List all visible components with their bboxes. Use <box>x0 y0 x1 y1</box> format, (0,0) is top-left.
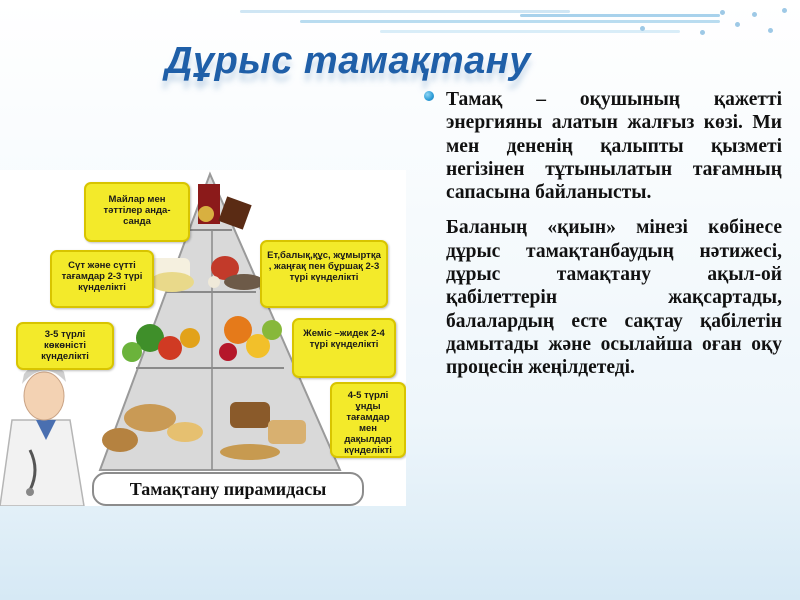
tag-fats-sweets: Майлар мен тәттілер анда-санда <box>84 182 190 242</box>
pyramid-title-label: Тамақтану пирамидасы <box>92 472 364 506</box>
paragraph-1: Тамақ – оқушының қажетті энергияны алатын жалғыз көзі. Ми мен дененің қалыпты қызметі негізінен тұтынылатын тағамның сапасына байланысты. <box>446 89 782 204</box>
paragraph-2: Баланың «қиын» мінезі көбінесе дұрыс тамақтанбаудың нәтижесі, дұрыс тамақтану ақыл-ой қабілеттерін жақсартады, балалардың есте сақтау қабілетін дамытады және осылайша оған оқу процесін жеңілдетеді. <box>446 217 782 379</box>
tag-meat-fish: Ет,балық,құс, жұмыртқа , жаңғақ пен бұршақ 2-3 түрі күнделікті <box>260 240 388 308</box>
bullet-icon <box>424 91 434 101</box>
tag-grains: 4-5 түрлі ұнды тағамдар мен дақылдар күнделікті <box>330 382 406 458</box>
tag-fruits: Жеміс –жидек 2-4 түрі күнделікті <box>292 318 396 378</box>
slide-title: Дұрыс тамақтану <box>165 40 531 82</box>
body-text <box>446 88 782 392</box>
tag-vegetables: 3-5 түрлі көкөністі күнделікті <box>16 322 114 370</box>
food-pyramid-illustration <box>0 170 406 506</box>
tag-dairy: Сүт және сүтті тағамдар 2-3 түрі күнделікті <box>50 250 154 308</box>
